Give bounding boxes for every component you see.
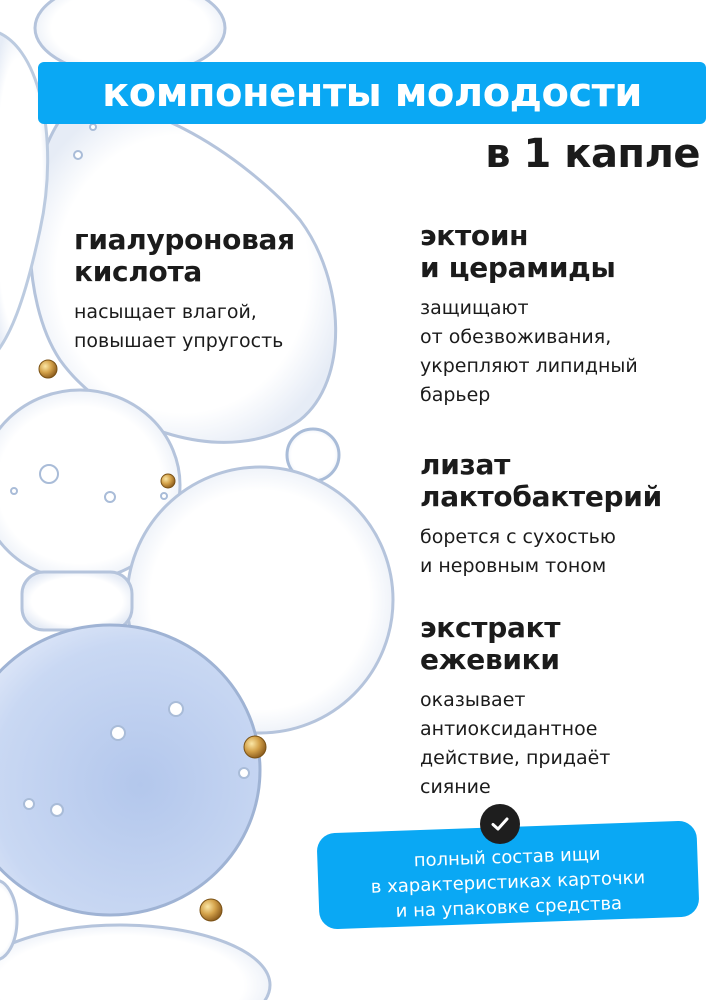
ingredient-lactobacillus-lysate — [420, 449, 662, 581]
cta-text — [317, 838, 699, 926]
cta-line: в характеристиках карточки — [370, 867, 646, 898]
title-line: кислота — [74, 255, 202, 288]
title-line: лактобактерий — [420, 480, 662, 513]
gold-droplet — [200, 899, 222, 921]
title-line: эктоин — [420, 219, 529, 252]
micro-bubble — [11, 488, 17, 494]
checkmark-glyph — [489, 813, 511, 835]
ingredient-blackberry-extract — [420, 612, 610, 802]
bubble — [22, 572, 132, 630]
ingredient-description — [420, 294, 638, 410]
headline: компоненты молодости — [102, 70, 642, 116]
micro-bubble — [169, 702, 183, 716]
gold-droplet — [39, 360, 57, 378]
micro-bubble — [74, 151, 82, 159]
desc-line: сияние — [420, 776, 491, 798]
desc-line: действие, придаёт — [420, 747, 611, 769]
ingredient-ectoine — [420, 220, 638, 410]
title-line: и церамиды — [420, 251, 616, 284]
title-line: ежевики — [420, 643, 560, 676]
title-line: экстракт — [420, 611, 561, 644]
desc-line: борется с сухостью — [420, 526, 616, 548]
micro-bubble — [90, 124, 96, 130]
checkmark-icon — [480, 804, 520, 844]
ingredient-title — [420, 220, 638, 284]
ingredient-description — [420, 686, 610, 802]
micro-bubble — [51, 804, 63, 816]
desc-line: барьер — [420, 384, 491, 406]
subheadline: в 1 капле — [485, 131, 700, 177]
gold-droplet — [161, 474, 175, 488]
desc-line: защищают — [420, 297, 529, 319]
ingredient-title — [420, 449, 662, 513]
title-line: лизат — [420, 448, 511, 481]
micro-bubble — [111, 726, 125, 740]
ingredient-description — [74, 298, 295, 356]
gold-droplet — [244, 736, 266, 758]
ingredient-title — [74, 224, 295, 288]
desc-line: укрепляют липидный — [420, 355, 638, 377]
micro-bubble — [105, 492, 115, 502]
cta-line: и на упаковке средства — [395, 893, 623, 922]
desc-line: насыщает влагой, — [74, 301, 257, 323]
micro-bubble — [239, 768, 249, 778]
desc-line: повышает упругость — [74, 330, 284, 352]
ingredient-description — [420, 523, 662, 581]
desc-line: от обезвоживания, — [420, 326, 612, 348]
desc-line: антиоксидантное — [420, 718, 598, 740]
desc-line: и неровным тоном — [420, 555, 607, 577]
ingredient-hyaluronic-acid — [74, 224, 295, 356]
micro-bubble — [24, 799, 34, 809]
micro-bubble — [161, 493, 167, 499]
title-line: гиалуроновая — [74, 223, 295, 256]
desc-line: оказывает — [420, 689, 526, 711]
micro-bubble — [40, 465, 58, 483]
bubble — [0, 925, 270, 1000]
cta-line: полный состав ищи — [413, 843, 601, 872]
ingredient-title — [420, 612, 610, 676]
